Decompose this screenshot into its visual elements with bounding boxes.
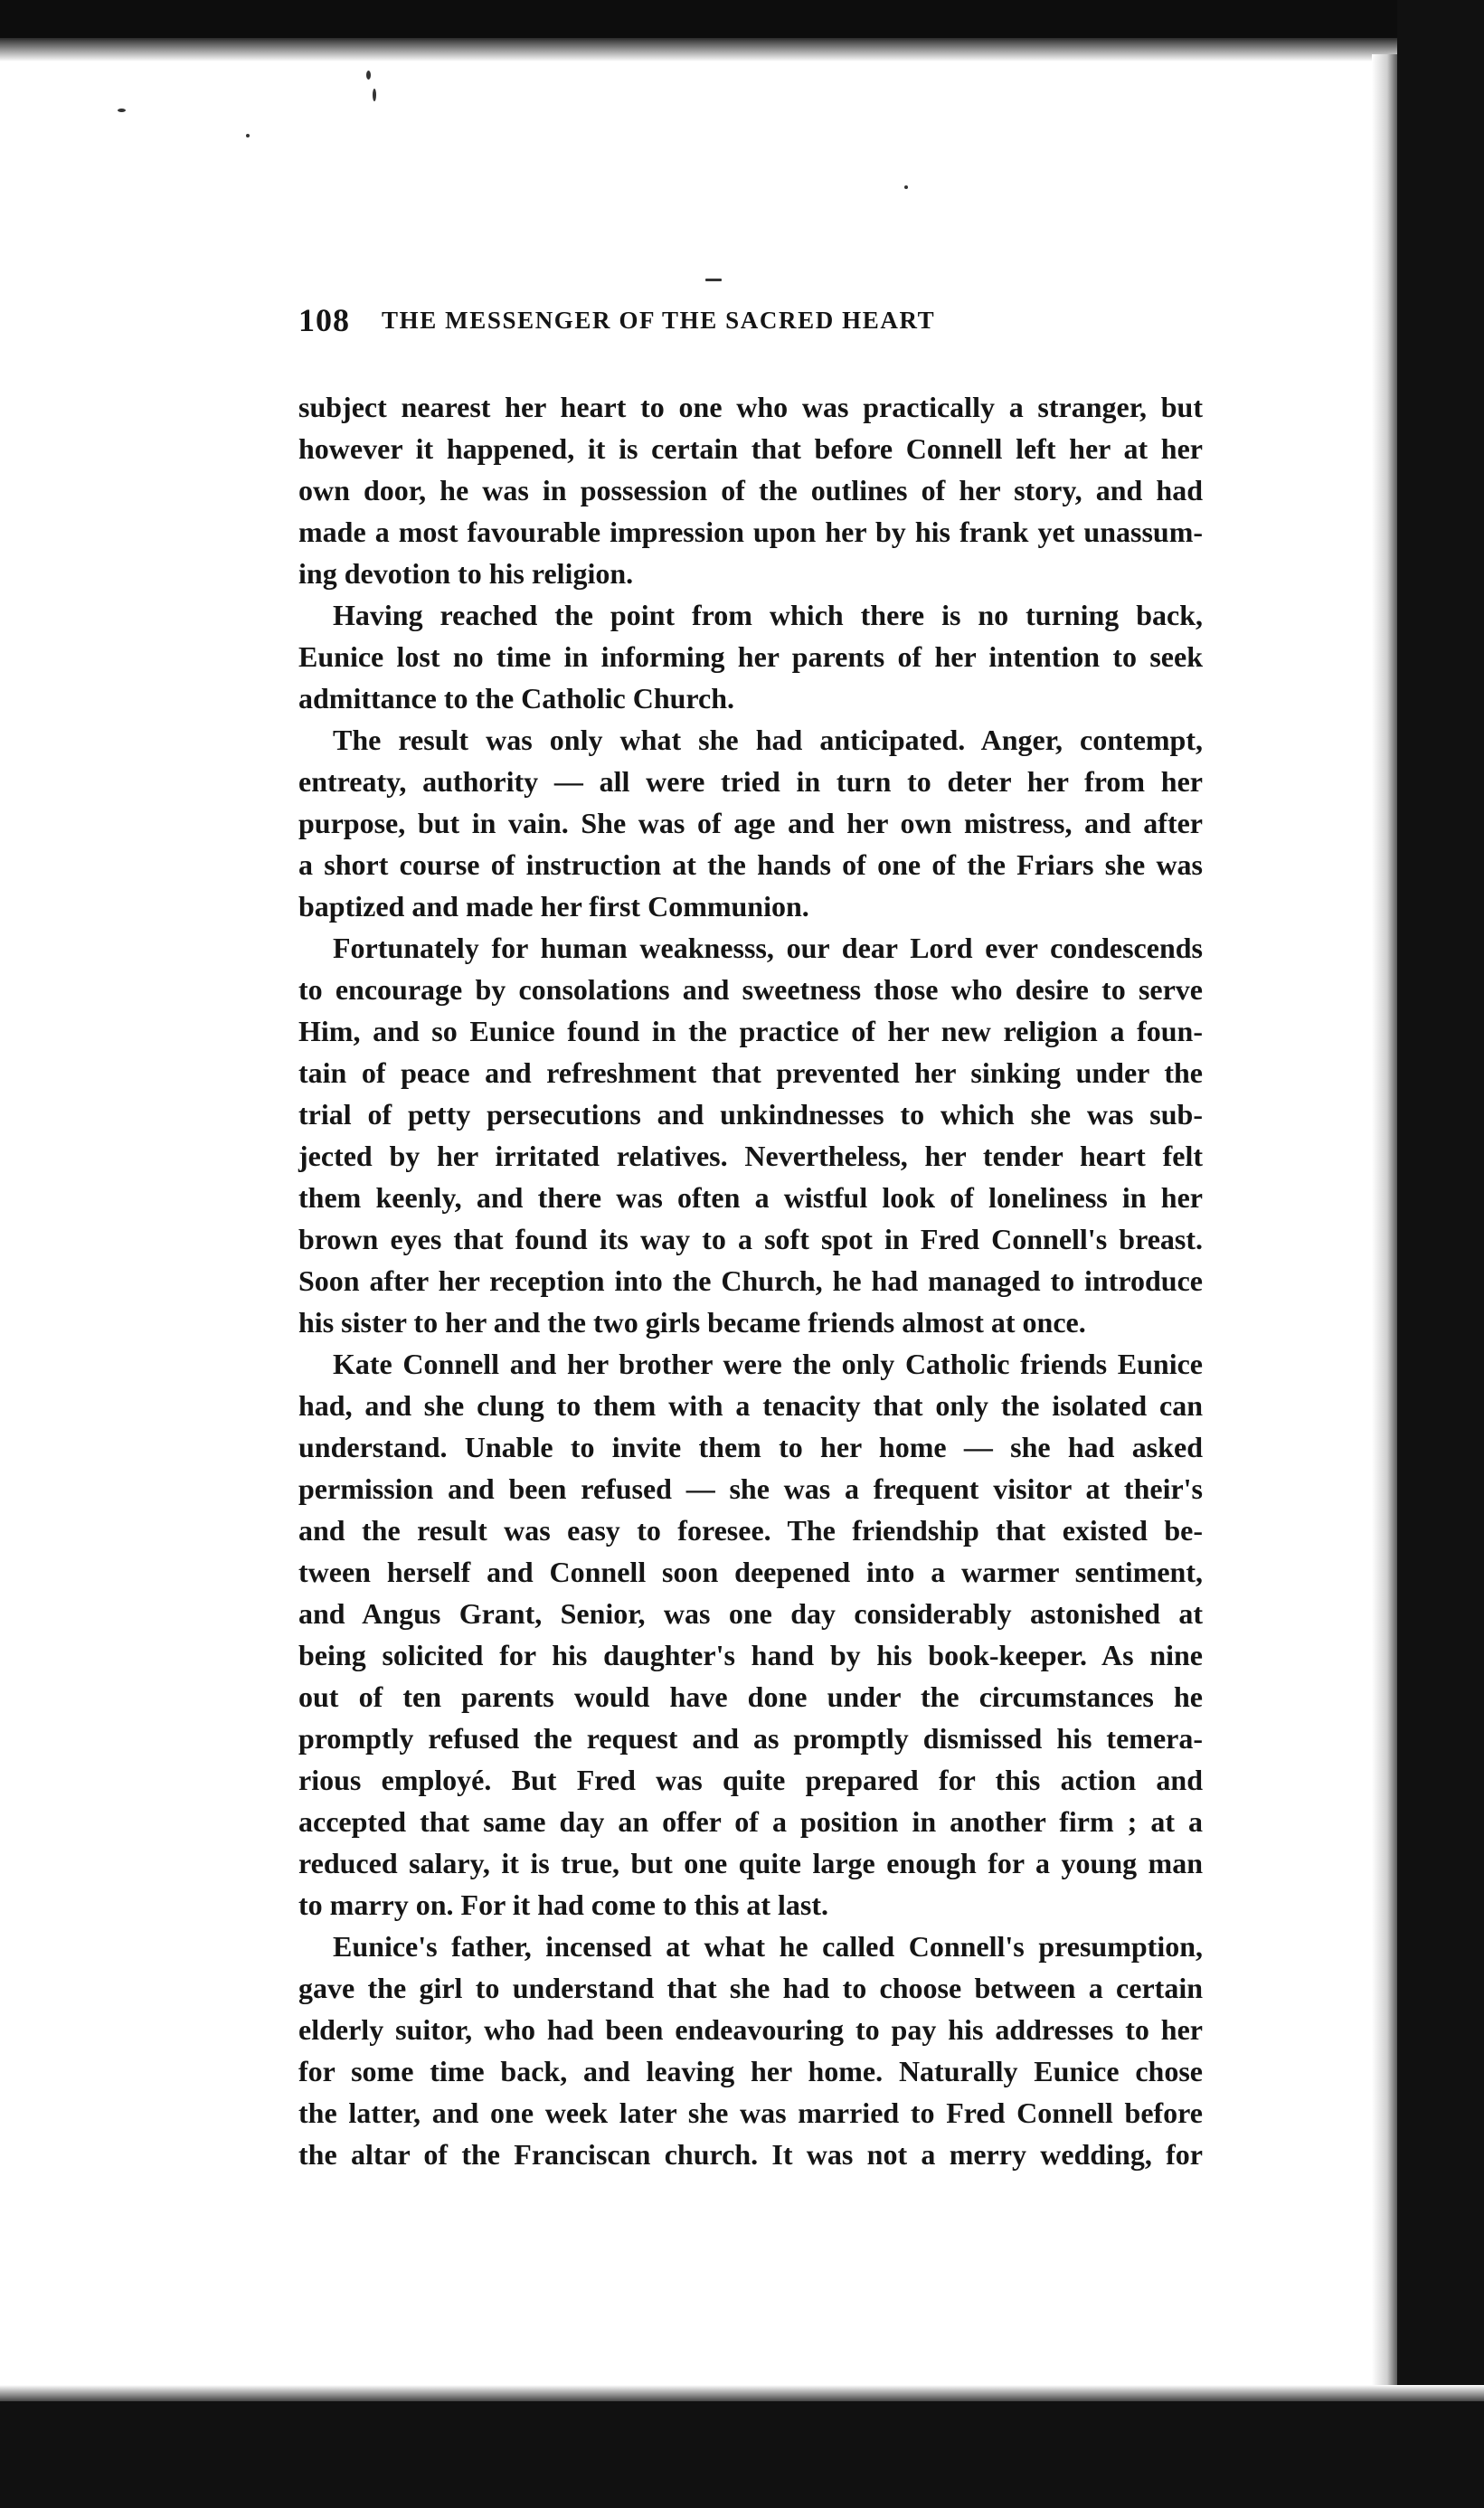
paragraph	[298, 719, 1203, 927]
text-line: tain of peace and refreshment that prevented her sinking under the	[298, 1056, 1203, 1089]
paragraph	[298, 1343, 1203, 1926]
body-text	[298, 386, 1203, 2175]
text-line: entreaty, authority — all were tried in turn to deter her from her	[298, 765, 1203, 798]
paragraph	[298, 386, 1203, 594]
scan-speck	[373, 89, 376, 101]
text-line: jected by her irritated relatives. Nevertheless, her tender heart felt	[298, 1140, 1203, 1172]
scan-border-right-shadow	[1372, 54, 1397, 2406]
scan-border-top	[0, 0, 1484, 38]
text-line: to encourage by consolations and sweetness those who desire to serve	[298, 973, 1203, 1006]
text-line: Eunice lost no time in informing her parents of her intention to seek	[298, 640, 1203, 673]
text-line: baptized and made her first Communion.	[298, 890, 809, 923]
text-line: gave the girl to understand that she had to choose between a certain	[298, 1972, 1203, 2004]
text-line: subject nearest her heart to one who was practically a stranger, but	[298, 391, 1203, 423]
text-line: and the result was easy to foresee. The friendship that existed be-	[298, 1514, 1203, 1547]
text-line: understand. Unable to invite them to her home — she had asked	[298, 1431, 1203, 1463]
page-number: 108	[298, 302, 350, 338]
scan-border-right	[1397, 0, 1484, 2508]
scan-border-top-shadow	[0, 38, 1484, 62]
text-line: purpose, but in vain. She was of age and her own mistress, and after	[298, 807, 1203, 839]
text-line: Kate Connell and her brother were the only Catholic friends Eunice	[333, 1348, 1203, 1380]
text-line: to marry on. For it had come to this at last.	[298, 1888, 828, 1921]
text-line: Having reached the point from which there is no turning back,	[333, 599, 1203, 631]
text-line: being solicited for his daughter's hand by his book-keeper. As nine	[298, 1639, 1203, 1671]
scan-speck	[705, 279, 722, 281]
scan-speck	[118, 109, 126, 112]
text-line: elderly suitor, who had been endeavouring to pay his addresses to her	[298, 2013, 1203, 2046]
scan-speck	[366, 71, 371, 80]
text-line: for some time back, and leaving her home. Naturally Eunice chose	[298, 2055, 1203, 2087]
running-head	[298, 294, 1203, 348]
scan-border-bottom-shadow	[0, 2385, 1484, 2401]
text-line: the altar of the Franciscan church. It was not a merry wedding, for	[298, 2138, 1203, 2171]
text-line: accepted that same day an offer of a position in another firm ; at a	[298, 1805, 1203, 1838]
text-line: tween herself and Connell soon deepened into a warmer sentiment,	[298, 1556, 1203, 1588]
text-line: his sister to her and the two girls became friends almost at once.	[298, 1306, 1086, 1339]
text-line: made a most favourable impression upon her by his frank yet unassum-	[298, 516, 1203, 548]
text-line: promptly refused the request and as promptly dismissed his temera-	[298, 1722, 1203, 1755]
text-line: reduced salary, it is true, but one quite large enough for a young man	[298, 1847, 1203, 1879]
text-line: however it happened, it is certain that before Connell left her at her	[298, 432, 1203, 465]
paragraph	[298, 594, 1203, 719]
text-line: own door, he was in possession of the outlines of her story, and had	[298, 474, 1203, 506]
text-line: admittance to the Catholic Church.	[298, 682, 735, 715]
running-title: THE MESSENGER OF THE SACRED HEART	[382, 307, 936, 334]
text-line: brown eyes that found its way to a soft spot in Fred Connell's breast.	[298, 1223, 1203, 1255]
text-line: a short course of instruction at the hands of one of the Friars she was	[298, 848, 1203, 881]
scan-speck	[246, 134, 250, 137]
text-line: Eunice's father, incensed at what he called Connell's presumption,	[333, 1930, 1203, 1963]
text-line: the latter, and one week later she was married to Fred Connell before	[298, 2096, 1203, 2129]
text-line: rious employé. But Fred was quite prepared for this action and	[298, 1764, 1203, 1796]
text-line: them keenly, and there was often a wistful look of loneliness in her	[298, 1181, 1203, 1214]
paragraph	[298, 927, 1203, 1343]
text-line: Him, and so Eunice found in the practice of her new religion a foun-	[298, 1015, 1203, 1047]
text-line: permission and been refused — she was a frequent visitor at their's	[298, 1472, 1203, 1505]
text-line: out of ten parents would have done under the circumstances he	[298, 1680, 1203, 1713]
text-line: had, and she clung to them with a tenacity that only the isolated can	[298, 1389, 1203, 1422]
text-line: Fortunately for human weaknesss, our dear Lord ever condescends	[333, 932, 1203, 964]
text-line: Soon after her reception into the Church, he had managed to introduce	[298, 1264, 1203, 1297]
scan-border-bottom	[0, 2401, 1484, 2508]
book-page	[298, 294, 1203, 2175]
text-line: ing devotion to his religion.	[298, 557, 634, 590]
text-line: and Angus Grant, Senior, was one day considerably astonished at	[298, 1597, 1203, 1630]
paragraph	[298, 1926, 1203, 2175]
scan-speck	[904, 185, 908, 189]
text-line: The result was only what she had anticipated. Anger, contempt,	[333, 724, 1203, 756]
text-line: trial of petty persecutions and unkindnesses to which she was sub-	[298, 1098, 1203, 1131]
